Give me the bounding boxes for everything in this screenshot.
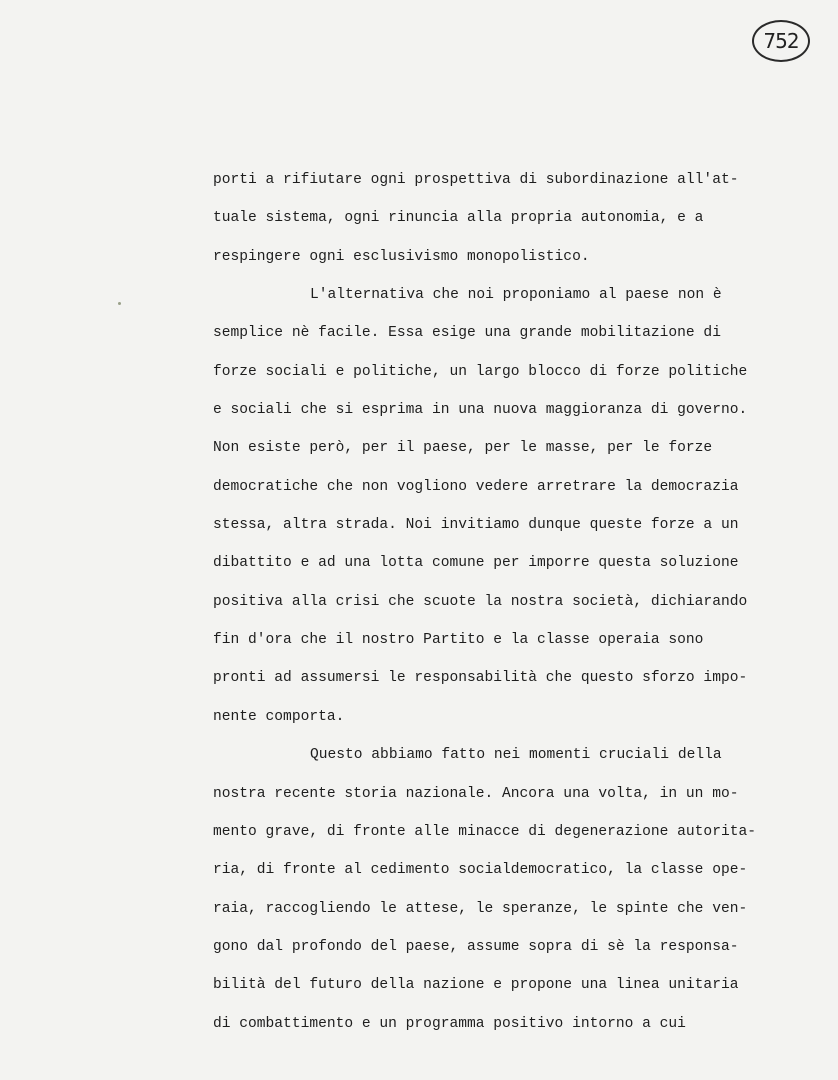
text-line: Non esiste però, per il paese, per le masse, per le forze [213,440,713,457]
text-line: pronti ad assumersi le responsabilità che questo sforzo impo- [213,670,748,687]
text-line: dibattito e ad una lotta comune per imporre questa soluzione [213,555,739,572]
text-line: stessa, altra strada. Noi invitiamo dunque queste forze a un [213,517,739,534]
text-line: bilità del futuro della nazione e propone una linea unitaria [213,977,739,994]
paragraph-start-line: L'alternativa che noi proponiamo al paese non è [310,287,722,304]
text-line: ria, di fronte al cedimento socialdemocratico, la classe ope- [213,862,748,879]
text-line: gono dal profondo del paese, assume sopra di sè la responsa- [213,938,739,955]
body-text [213,165,823,1047]
text-line: positiva alla crisi che scuote la nostra società, dichiarando [213,593,748,610]
text-line: tuale sistema, ogni rinuncia alla propria autonomia, e a [213,210,704,227]
text-line: respingere ogni esclusivismo monopolistico. [213,248,590,265]
text-line: nente comporta. [213,708,345,725]
text-line: di combattimento e un programma positivo intorno a cui [213,1015,686,1032]
text-line: raia, raccogliendo le attese, le speranze, le spinte che ven- [213,900,748,917]
text-line: forze sociali e politiche, un largo blocco di forze politiche [213,363,748,380]
paragraph-start-line: Questo abbiamo fatto nei momenti cruciali della [310,747,722,764]
text-line: e sociali che si esprima in una nuova maggioranza di governo. [213,402,748,419]
text-line: fin d'ora che il nostro Partito e la classe operaia sono [213,632,704,649]
text-line: nostra recente storia nazionale. Ancora una volta, in un mo- [213,785,739,802]
text-line: semplice nè facile. Essa esige una grande mobilitazione di [213,325,721,342]
text-line: mento grave, di fronte alle minacce di degenerazione autorita- [213,823,756,840]
text-line: porti a rifiutare ogni prospettiva di subordinazione all'at- [213,172,739,188]
page-number-circled: 752 [752,20,810,62]
paper-speck [118,302,121,305]
text-line: democratiche che non vogliono vedere arretrare la democrazia [213,478,739,495]
